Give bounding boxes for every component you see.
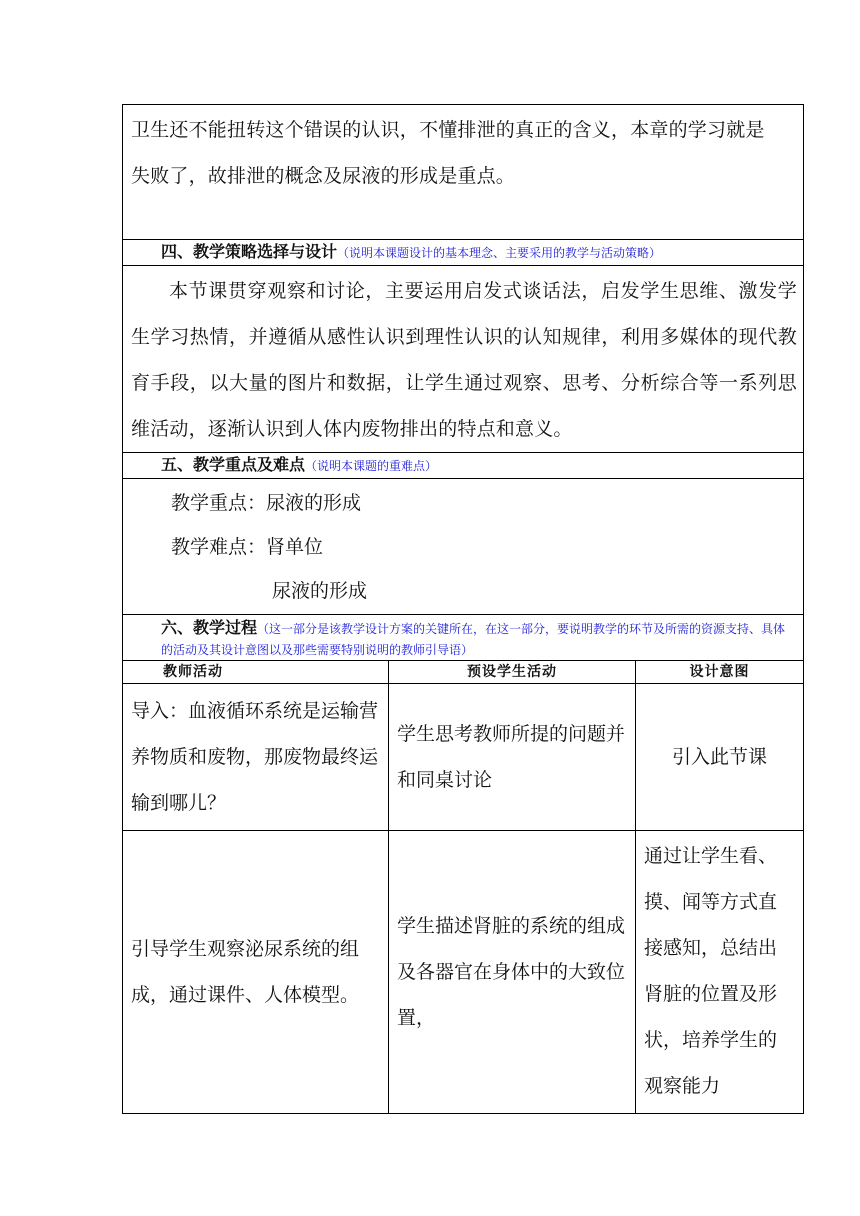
section5-title: 五、教学重点及难点 — [161, 455, 306, 474]
design-intent-cell: 通过让学生看、摸、闻等方式直接感知，总结出肾脏的位置及形状，培养学生的观察能力 — [636, 831, 804, 1114]
column-header-intent: 设计意图 — [636, 661, 804, 684]
column-header-teacher: 教师活动 — [123, 661, 389, 684]
key-point-value: 尿液的形成 — [266, 492, 362, 514]
section4-header-row — [123, 240, 804, 266]
difficult-point-line-2 — [123, 569, 803, 613]
section6-header-row — [123, 615, 804, 661]
section4-note: （说明本课题设计的基本理念、主要采用的教学与活动策略） — [337, 246, 662, 260]
lesson-plan-table — [122, 104, 804, 1114]
section3-tail-row — [123, 105, 804, 240]
section5-body-row — [123, 479, 804, 615]
difficult-point-value-1: 肾单位 — [266, 536, 324, 558]
student-activity-cell: 学生思考教师所提的问题并和同桌讨论 — [389, 684, 636, 831]
difficult-point-label: 教学难点： — [171, 536, 267, 558]
key-point-label: 教学重点： — [171, 492, 267, 514]
section4-body-row — [123, 266, 804, 453]
lesson-plan-document — [122, 104, 803, 1114]
section5-note: （说明本课题的重难点） — [305, 459, 438, 473]
difficult-point-line — [123, 525, 803, 569]
teacher-activity-cell: 引导学生观察泌尿系统的组成，通过课件、人体模型。 — [123, 831, 389, 1114]
table-row — [123, 831, 804, 1114]
design-intent-cell: 引入此节课 — [636, 684, 804, 831]
student-activity-cell: 学生描述肾脏的系统的组成及各器官在身体中的大致位置， — [389, 831, 636, 1114]
teacher-activity-cell: 导入：血液循环系统是运输营养物质和废物，那废物最终运输到哪儿？ — [123, 684, 389, 831]
process-column-header-row — [123, 661, 804, 684]
column-header-student: 预设学生活动 — [389, 661, 636, 684]
section6-note: （这一部分是该教学设计方案的关键所在，在这一部分，要说明教学的环节及所需的资源支持、具体的活动及其设计意图以及那些需要特别说明的教师引导语） — [161, 622, 786, 657]
section4-body: 本节课贯穿观察和讨论，主要运用启发式谈话法，启发学生思维、激发学生学习热情，并遵循从感性认识到理性认识的认知规律，利用多媒体的现代教育手段，以大量的图片和数据，让学生通过观察、思考、分析综合等一系列思维活动，逐渐认识到人体内废物排出的特点和意义。 — [131, 280, 797, 440]
key-point-line — [123, 479, 803, 525]
table-row — [123, 684, 804, 831]
section3-line-1: 卫生还不能扭转这个错误的认识，不懂排泄的真正的含义，本章的学习就是 — [131, 119, 765, 141]
section5-header-row — [123, 453, 804, 479]
difficult-point-value-2: 尿液的形成 — [272, 580, 368, 602]
section4-title: 四、教学策略选择与设计 — [161, 242, 338, 261]
section6-title: 六、教学过程 — [161, 618, 258, 637]
section3-line-2: 失败了，故排泄的概念及尿液的形成是重点。 — [131, 165, 516, 187]
